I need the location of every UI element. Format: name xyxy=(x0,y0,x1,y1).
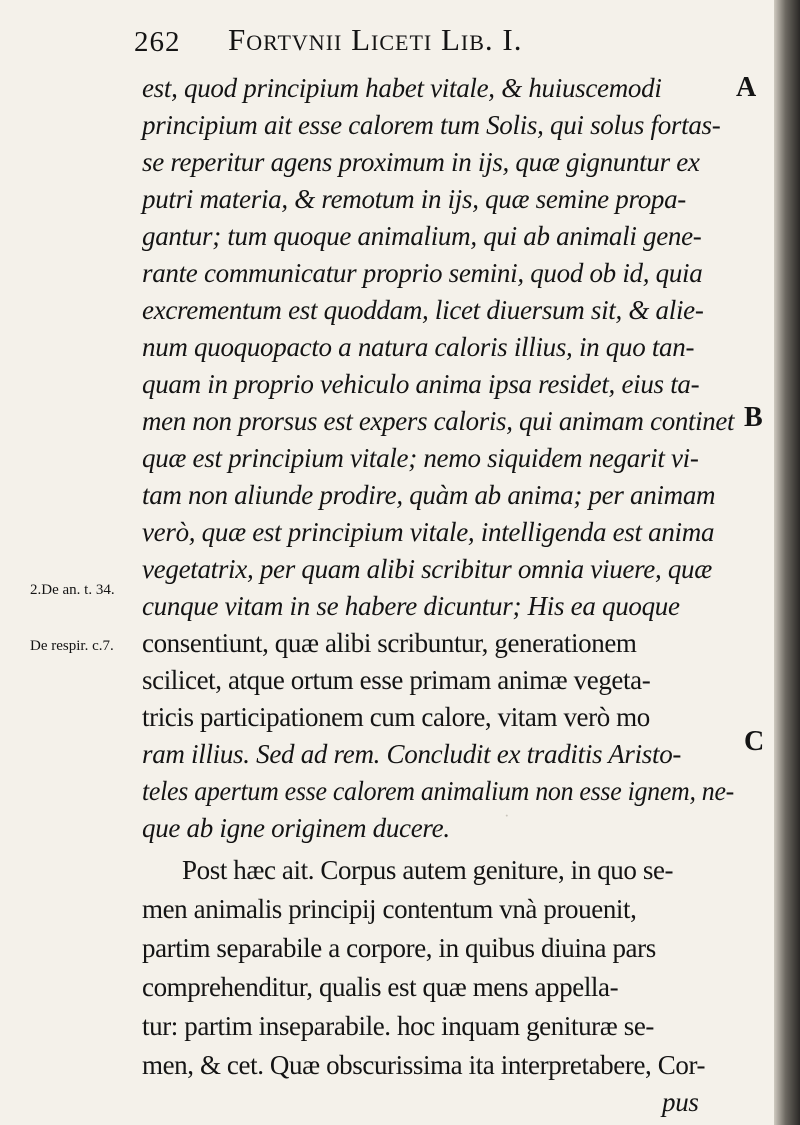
text-line: men non prorsus est expers caloris, qui animam continet xyxy=(142,406,735,436)
running-title: Fortvnii Liceti Lib. I. xyxy=(228,22,523,57)
text-line: tur: partim inseparabile. hoc inquam genituræ se- xyxy=(142,1011,655,1041)
text-line: putri materia, & remotum in ijs, quæ semine propa- xyxy=(142,184,686,214)
text-line: men animalis principij contentum vnà prouenit, xyxy=(142,894,637,924)
text-line: quam in proprio vehiculo anima ipsa residet, eius ta- xyxy=(142,369,700,399)
margin-letter-a: A xyxy=(736,72,757,103)
catchword: pus xyxy=(662,1087,699,1117)
margin-letter-b: B xyxy=(744,402,763,433)
show-through-text: · xyxy=(505,808,509,825)
text-line: est, quod principium habet vitale, & huiuscemodi xyxy=(142,73,662,103)
text-line: tricis participationem cum calore, vitam verò mo xyxy=(142,702,650,732)
text-line: Post hæc ait. Corpus autem geniture, in quo se- xyxy=(182,855,674,885)
margin-note-de-anima: 2.De an. t. 34. xyxy=(30,582,115,598)
text-line: consentiunt, quæ alibi scribuntur, generationem xyxy=(142,628,637,658)
page-header xyxy=(134,22,686,62)
text-line: comprehenditur, qualis est quæ mens appella- xyxy=(142,972,619,1002)
text-line: num quoquopacto a natura caloris illius, in quo tan- xyxy=(142,332,695,362)
text-line: gantur; tum quoque animalium, qui ab animali gene- xyxy=(142,221,702,251)
text-line: verò, quæ est principium vitale, intelligenda est anima xyxy=(142,517,715,547)
page-number: 262 xyxy=(134,26,181,58)
text-line: se reperitur agens proximum in ijs, quæ gignuntur ex xyxy=(142,147,700,177)
text-line: scilicet, atque ortum esse primam animæ vegeta- xyxy=(142,665,651,695)
text-line: cunque vitam in se habere dicuntur; His ea quoque xyxy=(142,591,680,621)
text-line: teles apertum esse calorem animalium non esse ignem, ne- xyxy=(142,776,735,806)
text-line: excrementum est quoddam, licet diuersum sit, & alie- xyxy=(142,295,704,325)
text-line: que ab igne originem ducere. xyxy=(142,813,450,843)
text-line: principium ait esse calorem tum Solis, qui solus fortas- xyxy=(142,110,721,140)
text-line: partim separabile a corpore, in quibus diuina pars xyxy=(142,933,656,963)
margin-letter-c: C xyxy=(744,726,765,757)
scan-page-edge xyxy=(774,0,800,1125)
text-line: tam non aliunde prodire, quàm ab anima; per animam xyxy=(142,480,716,510)
text-line: quæ est principium vitale; nemo siquidem negarit vi- xyxy=(142,443,699,473)
margin-note-de-respiratione: De respir. c.7. xyxy=(30,638,114,654)
text-line: men, & cet. Quæ obscurissima ita interpretabere, Cor- xyxy=(142,1050,706,1080)
text-line: ram illius. Sed ad rem. Concludit ex traditis Aristo- xyxy=(142,739,682,769)
text-line: vegetatrix, per quam alibi scribitur omnia viuere, quæ xyxy=(142,554,712,584)
text-line: rante communicatur proprio semini, quod ob id, quia xyxy=(142,258,703,288)
